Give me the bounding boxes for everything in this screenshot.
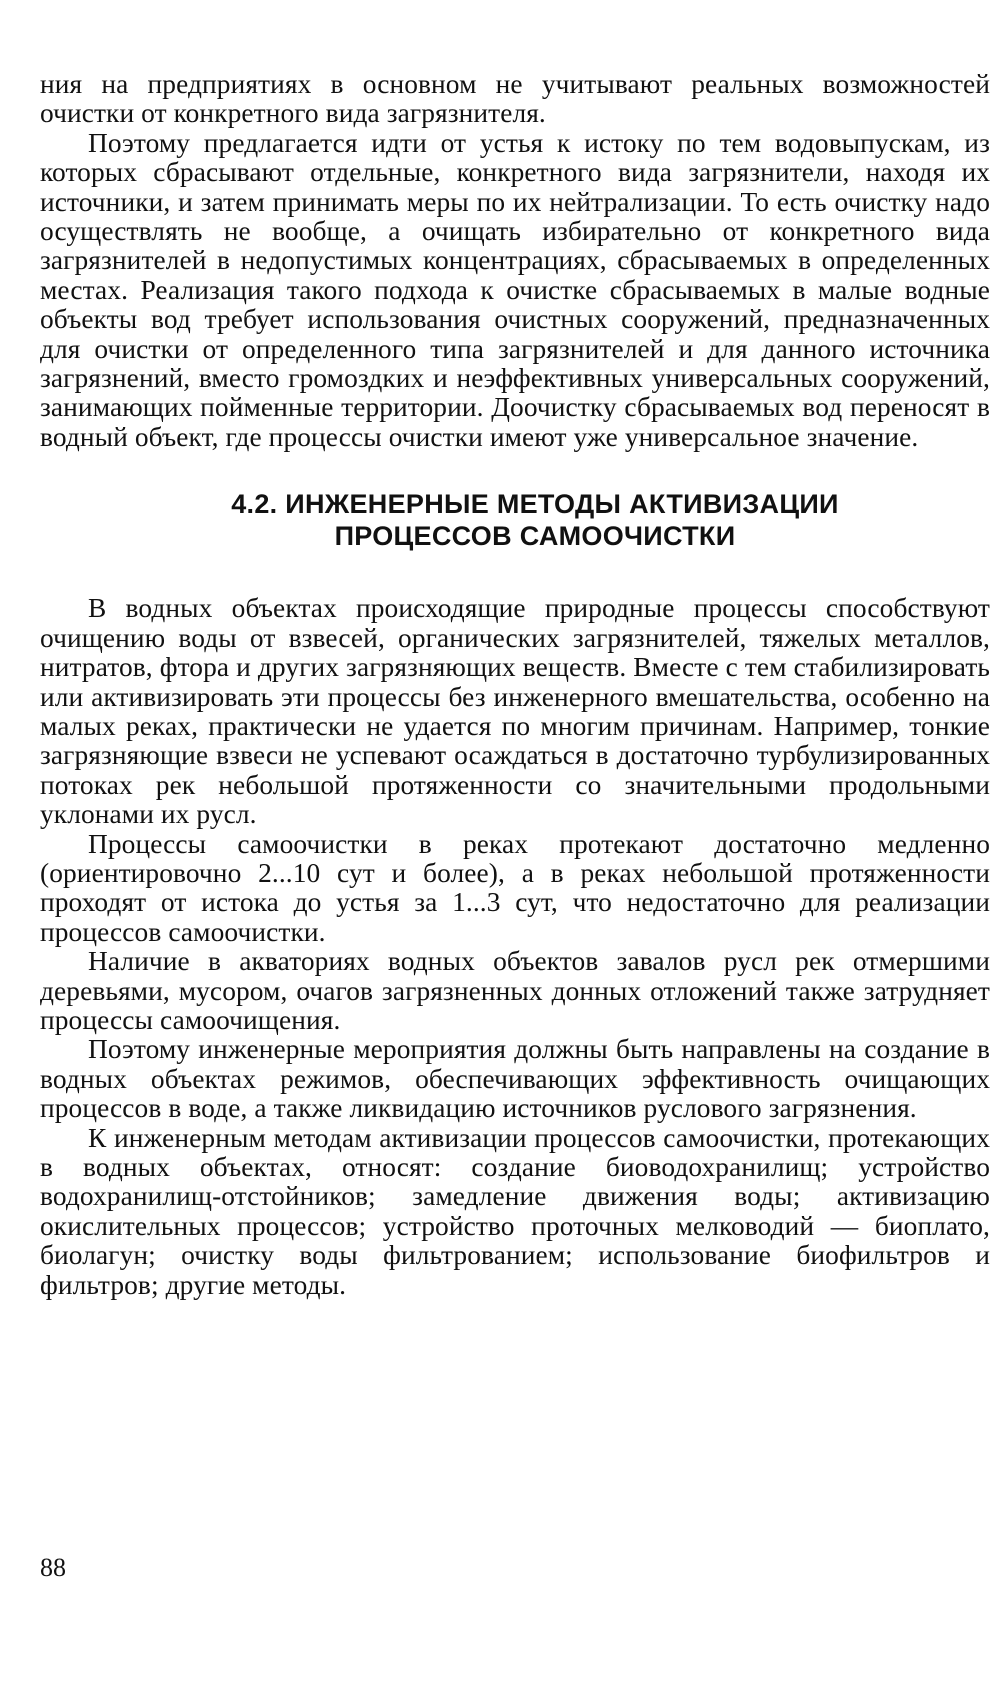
paragraph-approach: Поэтому предлагается идти от устья к истоку по тем водовыпускам, из которых сбрасывают отдельные, конкретного вида загрязнители, находя их источники, и затем принимать меры по их нейтрализации. То есть очистку надо осуществлять не вообще, а очищать избирательно от конкретного вида загрязнителей в недопустимых концентрациях, сбрасываемых в определенных местах. Реализация такого подхода к очистке сбрасываемых в малые водные объекты вод требует использования очистных сооружений, предназначенных для очистки от определенного типа загрязнителей и для данного источника загрязнений, вместо громоздких и неэффективных универсальных сооружений, занимающих пойменные территории. Доочистку сбрасываемых вод переносят в водный объект, где процессы очистки имеют уже универсальное значение.	[40, 127, 990, 452]
paragraph-continuation: ния на предприятиях в основном не учитывают реальных возможностей очистки от конкретного вида загрязнителя.	[40, 69, 990, 129]
section-heading	[40, 488, 990, 552]
section-heading-line-1: 4.2. ИНЖЕНЕРНЫЕ МЕТОДЫ АКТИВИЗАЦИИ	[231, 489, 839, 520]
page-body	[40, 70, 990, 1300]
paragraph-natural-processes: В водных объектах происходящие природные процессы способствуют очищению воды от взвесей, органических загрязнителей, тяжелых металлов, нитратов, фтора и других загрязняющих веществ. Вместе с тем стабилизировать или активизировать эти процессы без инженерного вмешательства, особенно на малых реках, практически не удается по многим причинам. Например, тонкие загрязняющие взвеси не успевают осаждаться в достаточно турбулизированных потоках рек небольшой протяженности со значительными продольными уклонами их русл.	[40, 593, 990, 830]
page-number: 88	[40, 1553, 66, 1582]
section-heading-line-2: ПРОЦЕССОВ САМООЧИСТКИ	[334, 521, 736, 552]
paragraph-methods-list: К инженерным методам активизации процессов самоочистки, протекающих в водных объектах, относят: создание биоводохранилищ; устройство водохранилищ-отстойников; замедление движения воды; активизацию окислительных процессов; устройство проточных мелководий — биоплато, биолагун; очистку воды фильтрованием; использование биофильтров и фильтров; другие методы.	[40, 1122, 990, 1300]
paragraph-obstructions: Наличие в акваториях водных объектов завалов русл рек отмершими деревьями, мусором, очагов загрязненных донных отложений также затрудняет процессы самоочищения.	[40, 946, 990, 1035]
paragraph-engineering-measures: Поэтому инженерные мероприятия должны быть направлены на создание в водных объектах режимов, обеспечивающих эффективность очищающих процессов в воде, а также ликвидацию источников руслового загрязнения.	[40, 1034, 990, 1124]
paragraph-self-cleaning-speed: Процессы самоочистки в реках протекают достаточно медленно (ориентировочно 2...10 сут и более), а в реках небольшой протяженности проходят от истока до устья за 1...3 сут, что недостаточно для реализации процессов самоочистки.	[40, 828, 990, 947]
